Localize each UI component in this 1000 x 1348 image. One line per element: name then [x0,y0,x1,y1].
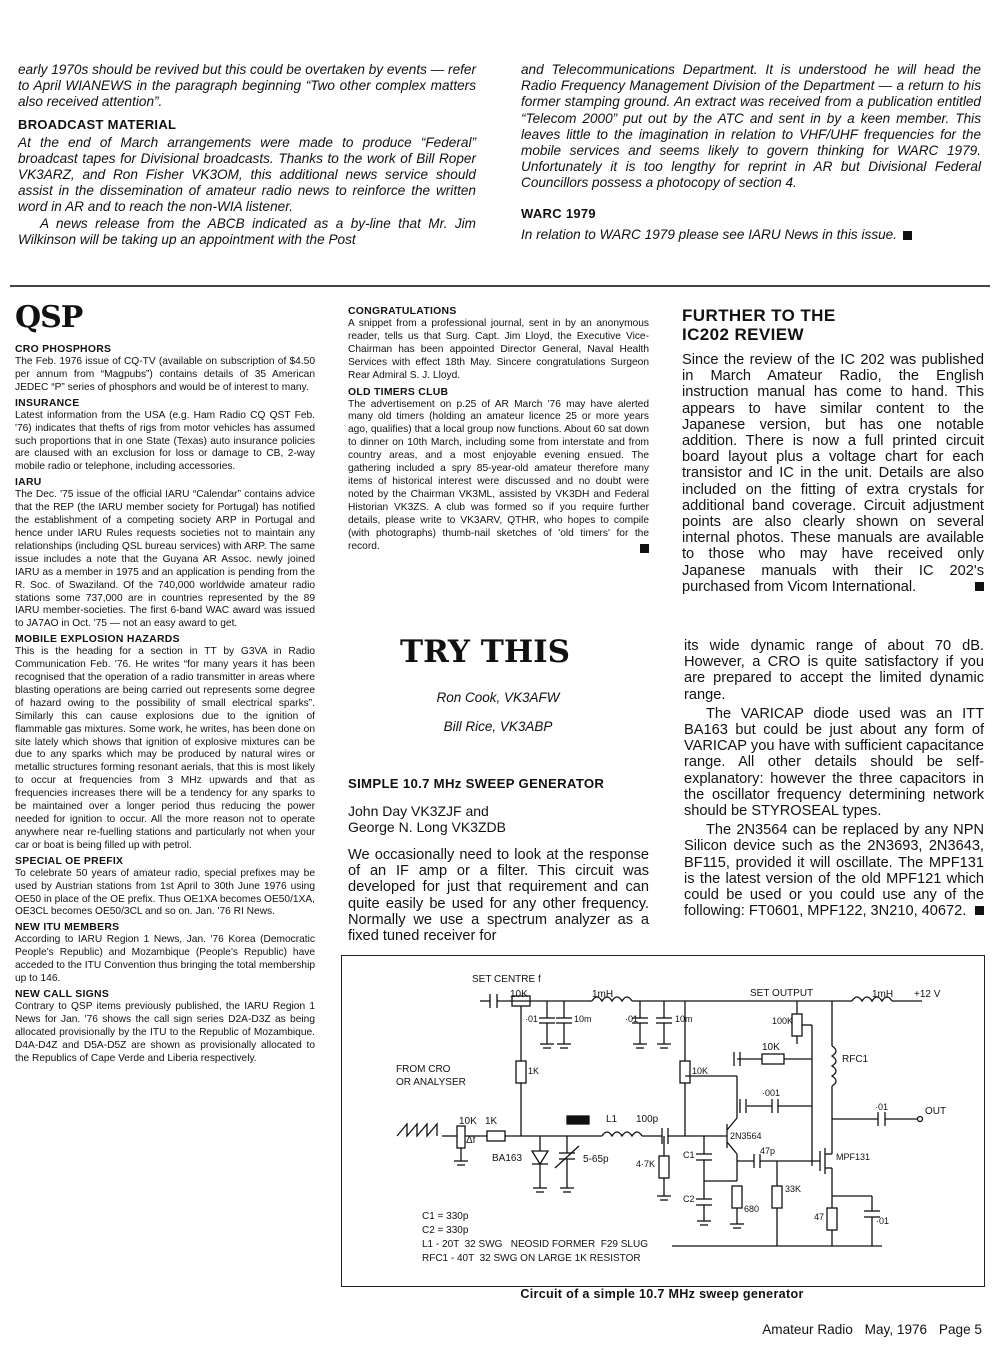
sweep-byline-2: George N. Long VK3ZDB [348,819,506,835]
circuit-frame [341,955,985,1287]
warc-text: In relation to WARC 1979 please see IARU News in this issue. [521,226,898,242]
section-divider [10,285,990,287]
label-47: 47 [814,1212,825,1222]
label-2n3564: 2N3564 [730,1131,762,1141]
footer-date: May, 1976 [864,1322,928,1337]
qsp-section-text: To celebrate 50 years of amateur radio, special prefixes may be used by Austrian stations from 1st April to 30th June 1976 using OE50 in place of the OE prefix. Thus OE1XA becomes OE50/1XA, OE3CL becomes OE50/3CL and so on. Jan. '76 RI News. [15,867,315,918]
label-mpf131: MPF131 [836,1152,871,1162]
warc-1979-heading: WARC 1979 [521,205,596,221]
try-this-right-p3-text: The 2N3564 can be replaced by any NPN Silicon device such as the 2N3693, 2N3643, BF115, provided it will oscillate. The MPF131 is the latest version of the old MPF121 which could be used or you could use any of the following: FT0601, MPF122, 3N210, 40672. [684,822,984,920]
label-10m-b: 10m [675,1014,693,1024]
label-c1: C1 [683,1150,695,1160]
label-1k-a: 1K [528,1066,540,1076]
sawtooth-icon [397,1124,437,1136]
label-rfc1: RFC1 [842,1054,869,1065]
ic202-body: Since the review of the IC 202 was published in March Amateur Radio, the English instruction manual has come to hand. This appears to have similar content to the Japanese version, but has one notable addition. There is now a full printed circuit board layout plus a voltage chart for each transistor and IC in the unit. Details are also included on the fitting of extra crystals for additional band coverage. Circuit adjustment points are also clearly shown on several internal photos. These manuals are available to those who may have received only Japanese manuals with their IC 202's purchased from Vicom International. [682,352,984,595]
try-this-author-2: Bill Rice, VK3ABP [443,719,553,734]
sweep-generator-heading: SIMPLE 10.7 MHz SWEEP GENERATOR [348,776,605,791]
qsp-section-text: Contrary to QSP items previously published, the IARU Region 1 News for Jan. '76 shows the call sign series D2A-D3Z as being allocated provisionally by the ITU to the Republic of Mozambique. D4A-D4Z and D5A-D5Z are shown as provisionally allocated to the Republics of Cape Verde and Liberia respectively. [15,1000,315,1064]
qsp-section-text: Latest information from the USA (e.g. Ham Radio CQ QST Feb. '76) indicates that thefts of rigs from motor vehicles has assumed such proportions that in one State (Texas) auto insurance policies are claused with an exclusion for loss or damage to CB, 2-way mobile radio or telephone, including accessories. [15,409,315,473]
ic202-title-1: FURTHER TO THE [682,306,836,325]
l1-coil [602,1132,642,1136]
label-001: ·001 [762,1088,781,1098]
qsp-section-heading: SPECIAL OE PREFIX [15,855,124,867]
top-left-paragraph-1: early 1970s should be revived but this could be overtaken by events — refer to April WIANEWS in the paragraph beginning “Two other complex matters also received attention”. [18,62,476,110]
l1-slug [567,1116,589,1124]
top-right-column [521,62,981,243]
label-10k-b: 10K [762,1042,780,1053]
qsp-section-text: The Dec. '75 issue of the official IARU “Calendar” contains advice that the REP (the IARU member society for Portugal) has notified the establishment of a competing society ARP in Portugal and hence under IARU Rules requests societies not to maintain any relationships (including QSL bureau services) with ARP. The same issue includes a note that the Guyana AR Assoc. newly joined IARU as a member in 1975 and an application is pending from the R. Soc. of Swaziland. Of the 740,000 worldwide amateur radio stations some 737,000 are in countries represented by the 89 IARU member-societies. The first 6-band WAC award was issued to JA7AO in Oct. '75 — not an easy award to get. [15,489,315,630]
qsp-sections [15,344,315,1066]
broadcast-material-heading: BROADCAST MATERIAL [18,116,177,132]
label-or-analyser: OR ANALYSER [396,1077,466,1088]
label-1k-b: 1K [485,1116,498,1127]
old-timers-text [348,399,649,554]
end-mark-icon [640,544,649,553]
label-1mh-a: 1mH [592,989,614,1000]
qsp-column [15,300,315,1066]
label-10k-c: 10K [459,1116,477,1127]
top-left-paragraph-3: A news release from the ABCB indicated as a by-line that Mr. Jim Wilkinson will be taking up an appointment with the Post [18,215,476,247]
ic202-text [682,352,984,595]
note-c2: C2 = 330p [422,1225,469,1236]
label-c01b: ·01 [625,1014,639,1024]
qsp-logo: QSP [15,300,83,335]
label-10k-a: 10K [510,989,528,1000]
try-this-right-p2: The VARICAP diode used was an ITT BA163 but could be just about any form of VARICAP you have with sufficient capacitance range. All other details should be self-explanatory: however the three capacitors in the oscillator frequency determining network should be STYROSEAL types. [684,705,984,820]
sweep-byline-1: John Day VK3ZJF and [348,803,489,819]
label-c2: C2 [683,1194,695,1204]
label-680: 680 [744,1204,760,1214]
label-10m: 10m [574,1014,592,1024]
label-ba163: BA163 [492,1153,523,1164]
circuit-caption: Circuit of a simple 10.7 MHz sweep generator [520,1287,804,1301]
label-1mh-b: 1mH [872,989,894,1000]
qsp-section-text: The Feb. 1976 issue of CQ-TV (available on subscription of $4.50 per annum from “Magpubs”) contains details of 35 American JEDEC “P” series of phosphors and would be of interest to many. [15,356,315,393]
label-10k-d: 10K [692,1066,709,1076]
label-100k: 100K [772,1016,794,1026]
ic202-title-2: IC202 REVIEW [682,325,804,344]
label-l1: L1 [606,1114,618,1125]
old-timers-body: The advertisement on p.25 of AR March '76 may have alerted many old timers (holding an amateur licence 25 or more years ago, qualifies) that a local group now functions. About 60 sat down to dinner on 10th March, including some from interstate and from country areas, and a most enjoyable evening ensued. The gathering included a spry 85-year-old amateur therefore many items of historical interest were discussed and no doubt were noted by the Chairman VK3ML, assisted by VK3DH and Federal Historian VK3ZS. A club was formed so if you require further details, please write to VK3ARV, QTHR, who hopes to compile (with photographs) thumb-nail sketches of 'old timers' for the record. [348,398,649,552]
qsp-section-heading: MOBILE EXPLOSION HAZARDS [15,634,180,646]
try-this-right-p3 [684,822,984,919]
qsp-section-heading: CRO PHOSPHORS [15,344,112,355]
qsp-section-heading: NEW ITU MEMBERS [15,922,120,934]
label-33k: 33K [785,1184,802,1194]
label-12v: +12 V [914,989,941,1000]
rfc1-coil [832,1046,836,1086]
label-100p: 100p [636,1114,659,1125]
footer-page: Page 5 [938,1322,982,1337]
label-c01a: ·01 [525,1014,539,1024]
label-4-7k: 4·7K [636,1159,656,1169]
label-out: OUT [925,1106,947,1117]
label-5-65p: 5-65p [583,1154,609,1165]
qsp-section-text: This is the heading for a section in TT by G3VA in Radio Communication Feb. '76. He writes “for many years it has been recognised that the operation of a radio transmitter in areas where blasting operations are being carried out represents some degree of hazard owing to the possibility of small electrical sparks”. Similarly this can cause explosions due to the ignition of flammable gas mixtures. Some work, he writes, has been done on site lately which shows that ignition of explosive mixtures can be due to any sparks which may be produced by natural wires or metallic structures forming resonant aerials, that this is most likely to occur at frequencies from 3 MHz upwards and that as frequencies increases there will be a tendency for any sparks to be maintained over a longer period thus reducing the power needed for ignition to occur. All the more reason not to operate anywhere near re-fuelling stations and particularly not when your car or boat is being filled up with petrol. [15,646,315,851]
footer-magazine: Amateur Radio [762,1322,853,1337]
end-mark-icon [975,582,984,591]
label-set-centre: SET CENTRE f [472,974,541,985]
old-timers-heading: OLD TIMERS CLUB [348,386,449,398]
circuit-diagram [342,956,984,1286]
label-set-output: SET OUTPUT [750,988,814,999]
end-mark-icon [975,906,984,915]
label-01d: ·01 [876,1216,890,1226]
try-this-author-1: Ron Cook, VK3AFW [436,690,560,705]
sweep-body-text: We occasionally need to look at the response of an IF amp or a filter. This circuit was developed for just that requirement and can quite easily be used for any other frequency. Normally we use a spectrum analyzer as a fixed tuned receiver for [348,847,649,945]
top-left-paragraph-2: At the end of March arrangements were made to produce “Federal” broadcast tapes for Divisional broadcasts. Thanks to the work of Bill Roper VK3ARZ, and Ron Fisher VK3OM, this additional news service should assist in the dissemination of amateur radio news to reinforce the written word in AR and to reach the non-WIA listener. [18,134,476,215]
note-rfc1: RFC1 - 40T 32 SWG ON LARGE 1K RESISTOR [422,1253,641,1264]
qsp-section-heading: INSURANCE [15,397,80,409]
end-mark-icon [903,231,912,240]
top-left-column [18,62,476,248]
page-footer [700,1322,982,1337]
label-from-cro: FROM CRO [396,1064,451,1075]
qsp-section-heading: NEW CALL SIGNS [15,988,110,1000]
note-l1: L1 - 20T 32 SWG NEOSID FORMER F29 SLUG [422,1239,648,1250]
label-delta-f: Δf [466,1135,476,1146]
label-47p: 47p [760,1146,776,1156]
middle-column [348,306,649,553]
sweep-body [348,847,649,944]
try-this-right-column [684,638,984,919]
congratulations-text: A snippet from a professional journal, sent in by an anonymous reader, tells us that Surg. Capt. Jim Lloyd, the Executive Vice-Chairman has been appointed Director General, Naval Health Services with effect 18th May. Sincere congratulations Surgeon Rear Admiral S. J. Lloyd. [348,318,649,381]
try-this-right-p1: its wide dynamic range of about 70 dB. However, a CRO is quite satisfactory if you are prepared to accept the limited dynamic range. [684,638,984,703]
ic202-column [682,306,984,595]
note-c1: C1 = 330p [422,1211,469,1222]
top-right-paragraph-2 [521,227,981,243]
qsp-section-heading: IARU [15,477,42,489]
qsp-section-text: According to IARU Region 1 News, Jan. '76 Korea (Democratic People's Republic) and Mozambique (People's Republic) have acceded to the ITU Convention thus bringing the total membership up to 146. [15,934,315,985]
top-right-paragraph-1: and Telecommunications Department. It is understood he will head the Radio Frequency Management Division of the Department — a return to his former stamping ground. An extract was received from a publication entitled “Telecom 2000” put out by the ATC and sent in by a keen member. This leaves little to the imagination in relation to VHF/UHF frequencies for the mobile services and seems likely to govern thinking for WARC 1979. Unfortunately it is too lengthy for reprint in AR but Divisional Federal Councillors possess a photocopy of section 4. [521,62,981,191]
label-c01c: ·01 [875,1102,889,1112]
try-this-title: TRY THIS [400,634,571,670]
congratulations-heading: CONGRATULATIONS [348,306,457,317]
